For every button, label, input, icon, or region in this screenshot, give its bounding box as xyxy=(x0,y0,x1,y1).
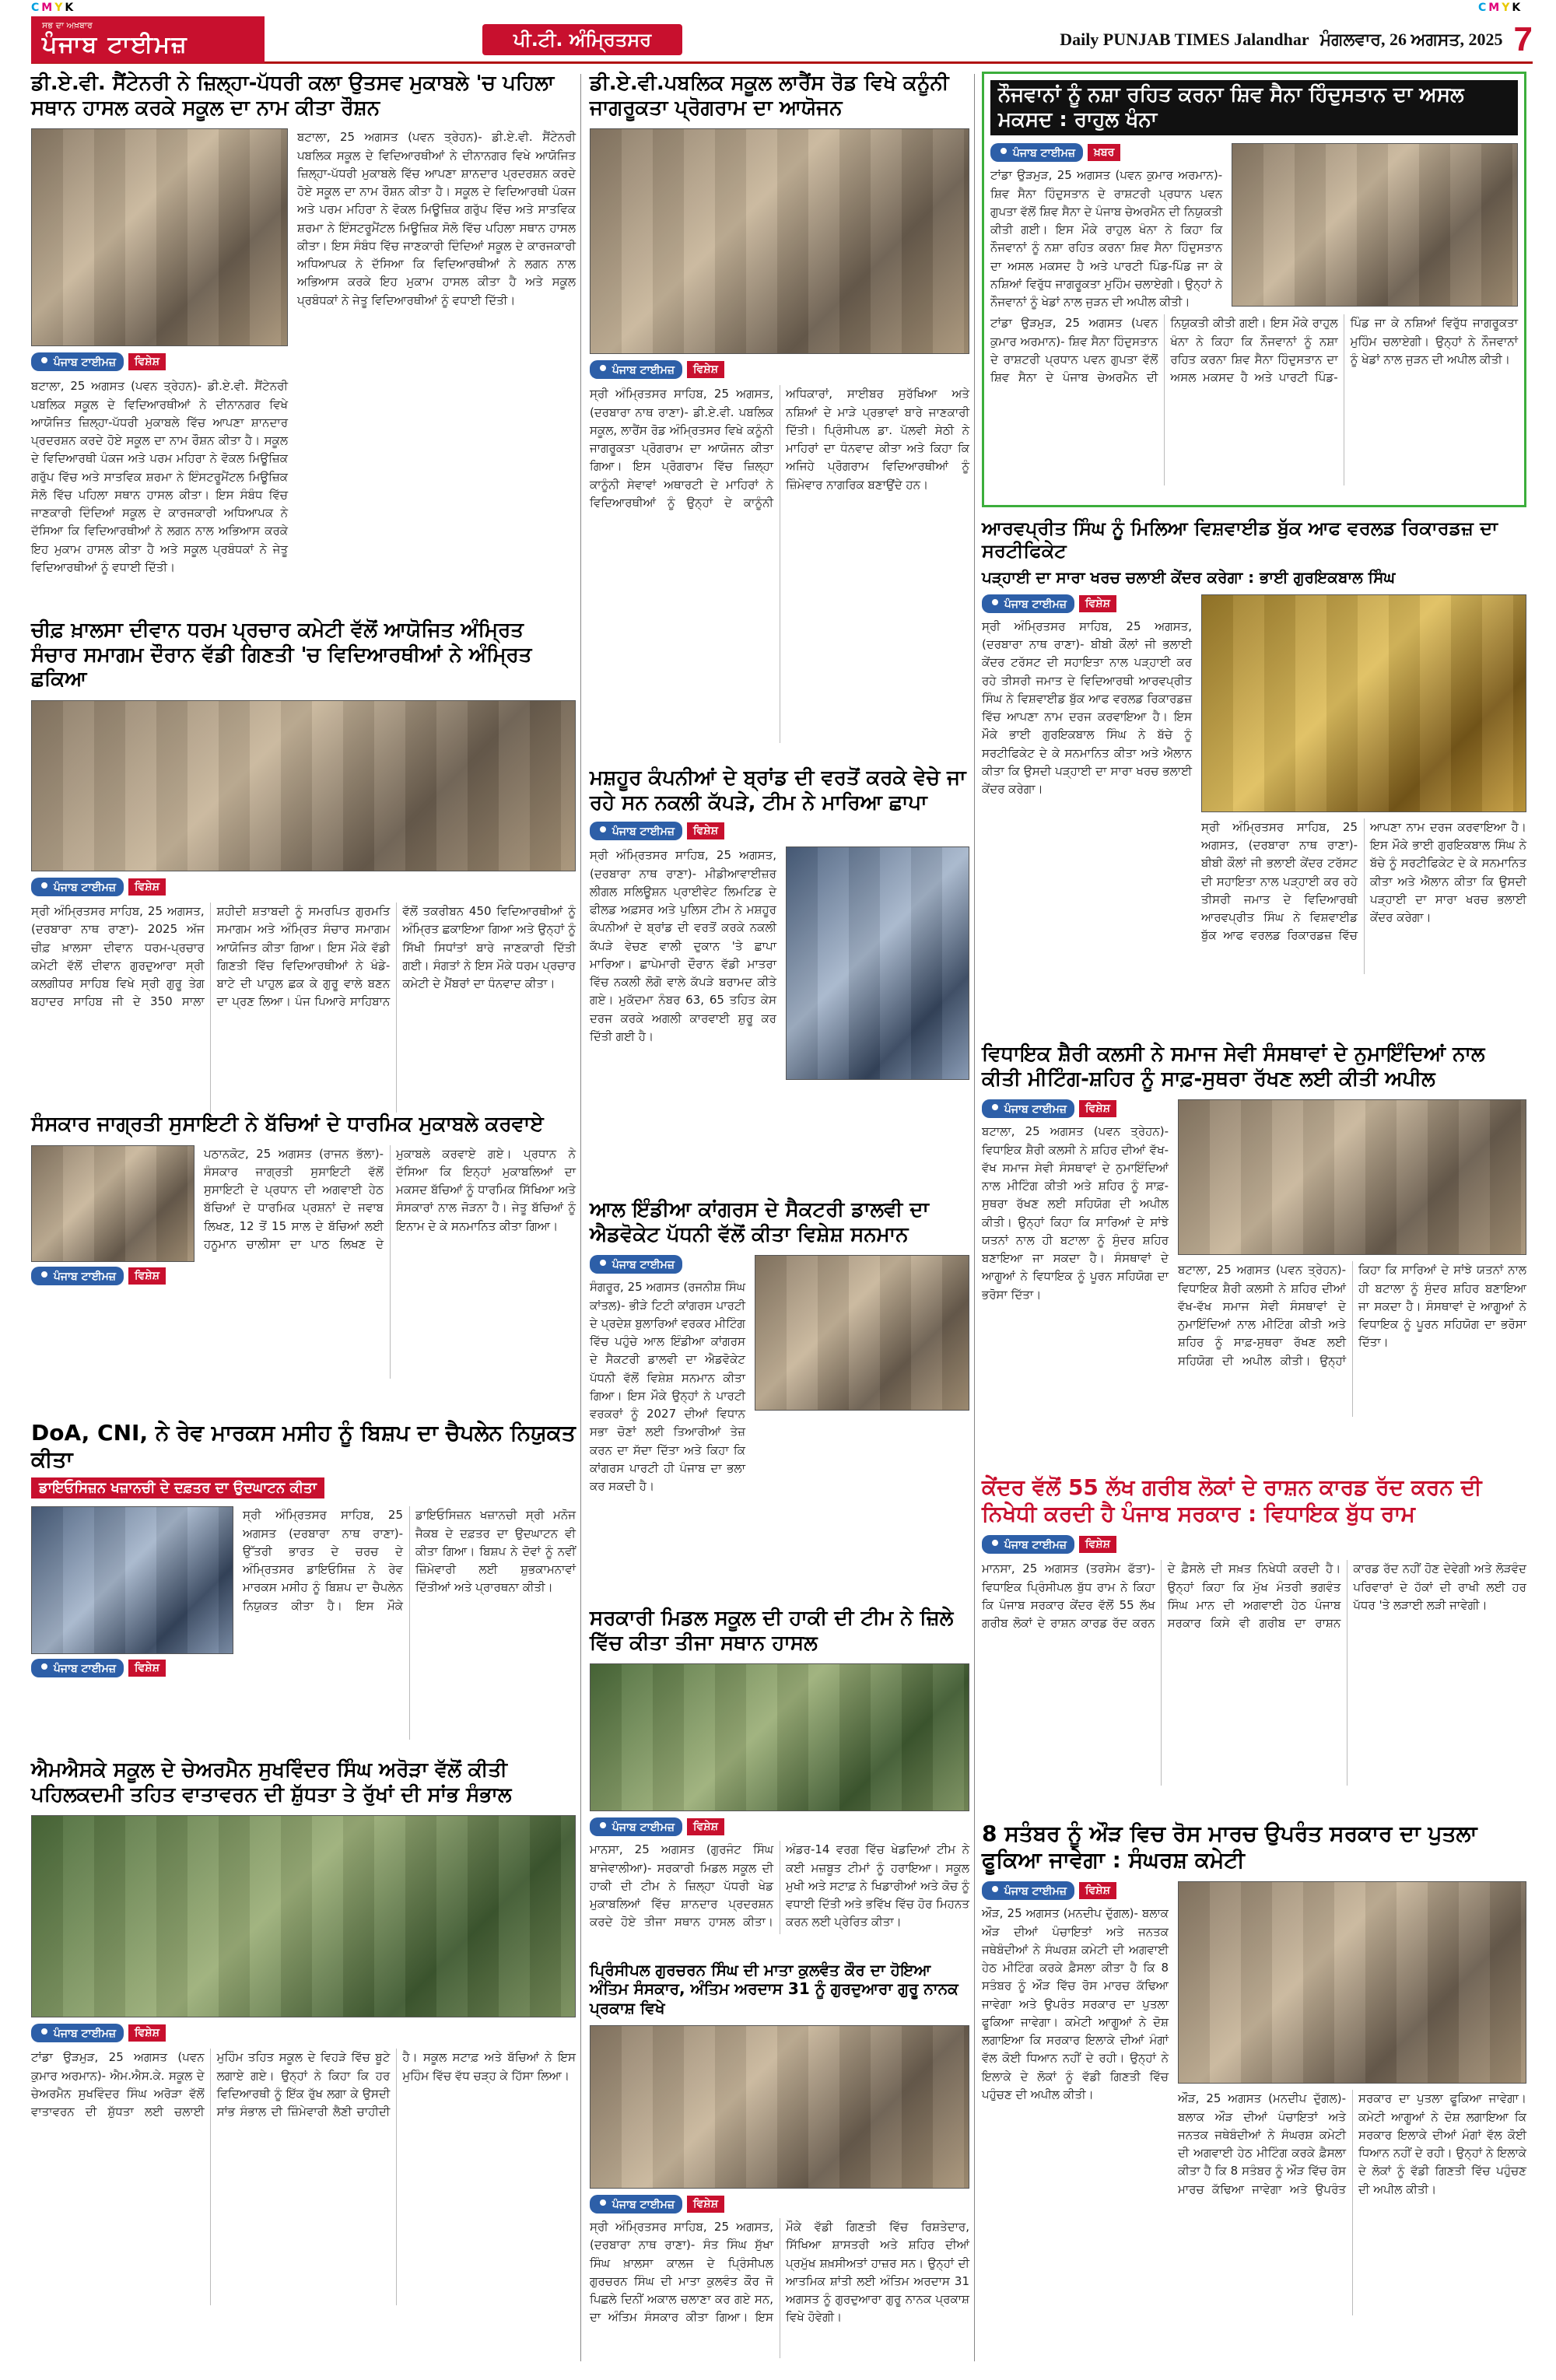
article-body: ਸ੍ਰੀ ਅੰਮ੍ਰਿਤਸਰ ਸਾਹਿਬ, 25 ਅਗਸਤ (ਦਰਬਾਰਾ ਨਾਥ ਰਾਣਾ)- ਉੱਤਰੀ ਭਾਰਤ ਦੇ ਚਰਚ ਦੇ ਅੰਮ੍ਰਿਤਸਰ ਡਾਇਓਸਿਜ਼ ਨੇ ਰੇਵ ਮਾਰਕਸ ਮਸੀਹ ਨੂੰ ਬਿਸ਼ਪ ਦਾ ਚੈਪਲੇਨ ਨਿਯੁਕਤ ਕੀਤਾ ਹੈ। ਇਸ ਮੌਕੇ ਡਾਇਓਸਿਜ਼ਨ ਖਜ਼ਾਨਚੀ ਸ੍ਰੀ ਮਨੋਜ ਜੈਕਬ ਦੇ ਦਫ਼ਤਰ ਦਾ ਉਦਘਾਟਨ ਵੀ ਕੀਤਾ ਗਿਆ। ਬਿਸ਼ਪ ਨੇ ਦੋਵਾਂ ਨੂੰ ਨਵੀਂ ਜ਼ਿੰਮੇਵਾਰੀ ਲਈ ਸ਼ੁਭਕਾਮਨਾਵਾਂ ਦਿੱਤੀਆਂ ਅਤੇ ਪ੍ਰਾਰਥਨਾ ਕੀਤੀ। xyxy=(243,1508,576,1613)
cmyk-y: Y xyxy=(1502,2,1510,14)
brand-icon xyxy=(39,1661,50,1672)
photo-appointment xyxy=(1232,143,1518,307)
cmyk-m: M xyxy=(1488,2,1500,14)
tag-brand xyxy=(982,1881,1074,1900)
photo-tree-plantation xyxy=(31,1815,576,2017)
tag-brand xyxy=(590,822,682,840)
headline: ਪ੍ਰਿੰਸੀਪਲ ਗੁਰਚਰਨ ਸਿੰਘ ਦੀ ਮਾਤਾ ਕੁਲਵੰਤ ਕੌਰ ਦਾ ਹੋਇਆ ਅੰਤਿਮ ਸੰਸਕਾਰ, ਅੰਤਿਮ ਅਰਦਾਸ 31 ਨੂੰ ਗੁਰਦੁਆਰਾ ਗੁਰੂ ਨਾਨਕ ਪ੍ਰਕਾਸ਼ ਵਿਖੇ xyxy=(590,1961,958,2017)
brand-icon xyxy=(598,363,608,373)
tag-brand-text: ਪੰਜਾਬ ਟਾਈਮਜ਼ xyxy=(612,2199,675,2212)
tag-special: ਵਿਸ਼ੇਸ਼ xyxy=(128,353,166,370)
brand-icon xyxy=(990,1884,1001,1895)
article-dav-centenary xyxy=(31,72,576,608)
tag-brand-text: ਪੰਜਾਬ ਟਾਈਮਜ਼ xyxy=(53,1663,116,1676)
cmyk-k: K xyxy=(65,2,74,14)
byline-tag xyxy=(982,1099,1116,1118)
tag-brand xyxy=(31,878,124,896)
article-msk-school xyxy=(31,1758,576,2365)
brand-icon xyxy=(598,1257,608,1268)
headline: ਸਰਕਾਰੀ ਮਿਡਲ ਸਕੂਲ ਦੀ ਹਾਕੀ ਦੀ ਟੀਮ ਨੇ ਜ਼ਿਲੇ ਵਿੱਚ ਕੀਤਾ ਤੀਜਾ ਸਥਾਨ ਹਾਸਲ xyxy=(590,1607,954,1655)
article-body: ਸ੍ਰੀ ਅੰਮ੍ਰਿਤਸਰ ਸਾਹਿਬ, 25 ਅਗਸਤ, (ਦਰਬਾਰਾ ਨਾਥ ਰਾਣਾ)- ਬੀਬੀ ਕੌਲਾਂ ਜੀ ਭਲਾਈ ਕੇਂਦਰ ਟਰੱਸਟ ਦੀ ਸਹਾਇਤਾ ਨਾਲ ਪੜ੍ਹਾਈ ਕਰ ਰਹੇ ਤੀਸਰੀ ਜਮਾਤ ਦੇ ਵਿਦਿਆਰਥੀ ਆਰਵਪ੍ਰੀਤ ਸਿੰਘ ਨੇ ਵਿਸ਼ਵਾਈਡ ਬੁੱਕ ਆਫ ਵਰਲਡ ਰਿਕਾਰਡਜ਼ ਵਿੱਚ ਆਪਣਾ ਨਾਮ ਦਰਜ ਕਰਵਾਇਆ ਹੈ। ਇਸ ਮੌਕੇ ਭਾਈ ਗੁਰਇਕਬਾਲ ਸਿੰਘ ਨੇ ਬੱਚੇ ਨੂੰ ਸਰਟੀਫਿਕੇਟ ਦੇ ਕੇ ਸਨਮਾਨਿਤ ਕੀਤਾ ਅਤੇ ਐਲਾਨ ਕੀਤਾ ਕਿ ਉਸਦੀ ਪੜ੍ਹਾਈ ਦਾ ਸਾਰਾ ਖਰਚ ਭਲਾਈ ਕੇਂਦਰ ਕਰੇਗਾ। xyxy=(982,619,1192,797)
article-brand-raid xyxy=(590,766,969,1186)
article-principal-gurcharan xyxy=(590,1961,969,2365)
cmyk-y: Y xyxy=(54,2,63,14)
article-body: ਸ੍ਰੀ ਅੰਮ੍ਰਿਤਸਰ ਸਾਹਿਬ, 25 ਅਗਸਤ, (ਦਰਬਾਰਾ ਨਾਥ ਰਾਣਾ)- ਮੀਡੀਆਵਾਈਜ਼ਰ ਲੀਗਲ ਸਲਿਊਸ਼ਨ ਪ੍ਰਾਈਵੇਟ ਲਿਮਟਿਡ ਦੇ ਫੀਲਡ ਅਫ਼ਸਰ ਅਤੇ ਪੁਲਿਸ ਟੀਮ ਨੇ ਮਸ਼ਹੂਰ ਕੰਪਨੀਆਂ ਦੇ ਬ੍ਰਾਂਡ ਦੀ ਵਰਤੋਂ ਕਰਕੇ ਨਕਲੀ ਕੱਪੜੇ ਵੇਚਣ ਵਾਲੀ ਦੁਕਾਨ 'ਤੇ ਛਾਪਾ ਮਾਰਿਆ। ਛਾਪੇਮਾਰੀ ਦੌਰਾਨ ਵੱਡੀ ਮਾਤਰਾ ਵਿੱਚ ਨਕਲੀ ਲੋਗੋ ਵਾਲੇ ਕੱਪੜੇ ਬਰਾਮਦ ਕੀਤੇ ਗਏ। ਮੁਕੱਦਮਾ ਨੰਬਰ 63, 65 ਤਹਿਤ ਕੇਸ ਦਰਜ ਕਰਕੇ ਅਗਲੀ ਕਾਰਵਾਈ ਸ਼ੁਰੂ ਕਰ ਦਿੱਤੀ ਗਈ ਹੈ। xyxy=(590,848,776,1043)
cmyk-marks-right xyxy=(1478,2,1523,14)
tag-brand-text: ਪੰਜਾਬ ਟਾਈਮਜ਼ xyxy=(53,882,116,895)
article-dav-public xyxy=(590,72,969,756)
article-body: ਟਾਂਡਾ ਉੜਮੁੜ, 25 ਅਗਸਤ (ਪਵਨ ਕੁਮਾਰ ਅਰਮਾਨ)- ਐਮ.ਐਸ.ਕੇ. ਸਕੂਲ ਦੇ ਚੇਅਰਮੈਨ ਸੁਖਵਿੰਦਰ ਸਿੰਘ ਅਰੋੜਾ ਵੱਲੋਂ ਵਾਤਾਵਰਨ ਦੀ ਸ਼ੁੱਧਤਾ ਲਈ ਚਲਾਈ ਮੁਹਿੰਮ ਤਹਿਤ ਸਕੂਲ ਦੇ ਵਿਹੜੇ ਵਿੱਚ ਬੂਟੇ ਲਗਾਏ ਗਏ। ਉਨ੍ਹਾਂ ਨੇ ਕਿਹਾ ਕਿ ਹਰ ਵਿਦਿਆਰਥੀ ਨੂੰ ਇੱਕ ਰੁੱਖ ਲਗਾ ਕੇ ਉਸਦੀ ਸਾਂਭ ਸੰਭਾਲ ਦੀ ਜ਼ਿੰਮੇਵਾਰੀ ਲੈਣੀ ਚਾਹੀਦੀ ਹੈ। ਸਕੂਲ ਸਟਾਫ਼ ਅਤੇ ਬੱਚਿਆਂ ਨੇ ਇਸ ਮੁਹਿੰਮ ਵਿੱਚ ਵੱਧ ਚੜ੍ਹ ਕੇ ਹਿੱਸਾ ਲਿਆ। xyxy=(31,2050,576,2119)
headline: ਚੀਫ਼ ਖ਼ਾਲਸਾ ਦੀਵਾਨ ਧਰਮ ਪ੍ਰਚਾਰ ਕਮੇਟੀ ਵੱਲੋਂ ਆਯੋਜਿਤ ਅੰਮ੍ਰਿਤ ਸੰਚਾਰ ਸਮਾਗਮ ਦੌਰਾਨ ਵੱਡੀ ਗਿਣਤੀ 'ਚ ਵਿਦਿਆਰਥੀਆਂ ਨੇ ਅੰਮ੍ਰਿਤ ਛਕਿਆ xyxy=(31,619,532,692)
paper-name: Daily PUNJAB TIMES Jalandhar xyxy=(1060,29,1309,49)
brand-icon xyxy=(39,880,50,891)
article-mla-kalsi xyxy=(982,1043,1526,1463)
byline-tag xyxy=(31,1659,166,1677)
article-body-continued: ਬਟਾਲਾ, 25 ਅਗਸਤ (ਪਵਨ ਤ੍ਰੇਹਨ)- ਡੀ.ਏ.ਵੀ. ਸੈਂਟੇਨਰੀ ਪਬਲਿਕ ਸਕੂਲ ਦੇ ਵਿਦਿਆਰਥੀਆਂ ਨੇ ਦੀਨਾਨਗਰ ਵਿਖੇ ਆਯੋਜਿਤ ਜ਼ਿਲ੍ਹਾ-ਪੱਧਰੀ ਮੁਕਾਬਲੇ ਵਿੱਚ ਆਪਣਾ ਸ਼ਾਨਦਾਰ ਪ੍ਰਦਰਸ਼ਨ ਕਰਦੇ ਹੋਏ ਸਕੂਲ ਦਾ ਨਾਮ ਰੌਸ਼ਨ ਕੀਤਾ ਹੈ। ਸਕੂਲ ਦੇ ਵਿਦਿਆਰਥੀ ਪੰਕਜ ਅਤੇ ਪਰਮ ਮਹਿਰਾ ਨੇ ਵੋਕਲ ਮਿਊਜ਼ਿਕ ਗਰੁੱਪ ਵਿੱਚ ਅਤੇ ਸਾਤਵਿਕ ਸ਼ਰਮਾ ਨੇ ਇੰਸਟਰੂਮੈਂਟਲ ਮਿਊਜ਼ਿਕ ਸੋਲੋ ਵਿੱਚ ਪਹਿਲਾ ਸਥਾਨ ਹਾਸਲ ਕੀਤਾ। ਇਸ ਸੰਬੰਧ ਵਿੱਚ ਜਾਣਕਾਰੀ ਦਿੰਦਿਆਂ ਸਕੂਲ ਦੇ ਕਾਰਜਕਾਰੀ ਅਧਿਆਪਕ ਨੇ ਦੱਸਿਆ ਕਿ ਵਿਦਿਆਰਥੀਆਂ ਨੇ ਲਗਨ ਨਾਲ ਅਭਿਆਸ ਕਰਕੇ ਇਹ ਮੁਕਾਮ ਹਾਸਲ ਕੀਤਾ ਹੈ ਅਤੇ ਸਕੂਲ ਪ੍ਰਬੰਧਕਾਂ ਨੇ ਜੇਤੂ ਵਿਦਿਆਰਥੀਆਂ ਨੂੰ ਵਧਾਈ ਦਿੱਤੀ। xyxy=(297,130,576,307)
subheadline: ਪੜ੍ਹਾਈ ਦਾ ਸਾਰਾ ਖਰਚ ਚਲਾਈ ਕੇਂਦਰ ਕਰੇਗਾ : ਭਾਈ ਗੁਰਇਕਬਾਲ ਸਿੰਘ xyxy=(982,567,1396,587)
headline: ਐਮਐਸਕੇ ਸਕੂਲ ਦੇ ਚੇਅਰਮੈਨ ਸੁਖਵਿੰਦਰ ਸਿੰਘ ਅਰੋੜਾ ਵੱਲੋਂ ਕੀਤੀ ਪਹਿਲਕਦਮੀ ਤਹਿਤ ਵਾਤਾਵਰਨ ਦੀ ਸ਼ੁੱਧਤਾ ਤੇ ਰੁੱਖਾਂ ਦੀ ਸਾਂਭ ਸੰਭਾਲ xyxy=(31,1758,512,1807)
byline-tag xyxy=(31,878,166,896)
headline: ਨੌਜਵਾਨਾਂ ਨੂੰ ਨਸ਼ਾ ਰਹਿਤ ਕਰਨਾ ਸ਼ਿਵ ਸੈਨਾ ਹਿੰਦੁਸਤਾਨ ਦਾ ਅਸਲ ਮਕਸਦ : ਰਾਹੁਲ ਖੰਨਾ xyxy=(990,80,1518,135)
tag-brand-text: ਪੰਜਾਬ ਟਾਈਮਜ਼ xyxy=(1004,598,1067,611)
byline-tag xyxy=(31,1267,166,1285)
cmyk-k: K xyxy=(1512,2,1521,14)
issue-date: ਮੰਗਲਵਾਰ, 26 ਅਗਸਤ, 2025 xyxy=(1319,29,1503,49)
article-body: ਸੰਗਰੂਰ, 25 ਅਗਸਤ (ਰਜਨੀਸ਼ ਸਿੰਘ ਕਾਂਤਲ)- ਭੀੜੇ ਟਿਟੀ ਕਾਂਗਰਸ ਪਾਰਟੀ ਦੇ ਪ੍ਰਦੇਸ਼ ਬੁਲਾਰਿਆਂ ਵਰਕਰ ਮੀਟਿੰਗ ਵਿੱਚ ਪਹੁੰਚੇ ਆਲ ਇੰਡੀਆ ਕਾਂਗਰਸ ਦੇ ਸੈਕਟਰੀ ਡਾਲਵੀ ਦਾ ਐਡਵੋਕੇਟ ਪੱਧਨੀ ਵੱਲੋਂ ਵਿਸ਼ੇਸ਼ ਸਨਮਾਨ ਕੀਤਾ ਗਿਆ। ਇਸ ਮੌਕੇ ਉਨ੍ਹਾਂ ਨੇ ਪਾਰਟੀ ਵਰਕਰਾਂ ਨੂੰ 2027 ਦੀਆਂ ਵਿਧਾਨ ਸਭਾ ਚੋਣਾਂ ਲਈ ਤਿਆਰੀਆਂ ਤੇਜ਼ ਕਰਨ ਦਾ ਸੱਦਾ ਦਿੱਤਾ ਅਤੇ ਕਿਹਾ ਕਿ ਕਾਂਗਰਸ ਪਾਰਟੀ ਹੀ ਪੰਜਾਬ ਦਾ ਭਲਾ ਕਰ ਸਕਦੀ ਹੈ। xyxy=(590,1280,745,1494)
tag-brand xyxy=(982,1535,1074,1554)
byline-tag xyxy=(990,143,1120,162)
tag-special: ਵਿਸ਼ੇਸ਼ xyxy=(687,2196,724,2213)
subheadline: ਡਾਇਓਸਿਜ਼ਨ ਖਜ਼ਾਨਚੀ ਦੇ ਦਫ਼ਤਰ ਦਾ ਉਦਘਾਟਨ ਕੀਤਾ xyxy=(31,1477,324,1498)
article-body-continued: ਔੜ, 25 ਅਗਸਤ (ਮਨਦੀਪ ਦੁੱਗਲ)- ਬਲਾਕ ਔੜ ਦੀਆਂ ਪੰਚਾਇਤਾਂ ਅਤੇ ਜਨਤਕ ਜਥੇਬੰਦੀਆਂ ਨੇ ਸੰਘਰਸ਼ ਕਮੇਟੀ ਦੀ ਅਗਵਾਈ ਹੇਠ ਮੀਟਿੰਗ ਕਰਕੇ ਫ਼ੈਸਲਾ ਕੀਤਾ ਹੈ ਕਿ 8 ਸਤੰਬਰ ਨੂੰ ਔੜ ਵਿੱਚ ਰੋਸ ਮਾਰਚ ਕੱਢਿਆ ਜਾਵੇਗਾ ਅਤੇ ਉਪਰੰਤ ਸਰਕਾਰ ਦਾ ਪੁਤਲਾ ਫੂਕਿਆ ਜਾਵੇਗਾ। ਕਮੇਟੀ ਆਗੂਆਂ ਨੇ ਦੋਸ਼ ਲਗਾਇਆ ਕਿ ਸਰਕਾਰ ਇਲਾਕੇ ਦੀਆਂ ਮੰਗਾਂ ਵੱਲ ਕੋਈ ਧਿਆਨ ਨਹੀਂ ਦੇ ਰਹੀ। ਉਨ੍ਹਾਂ ਨੇ ਇਲਾਕੇ ਦੇ ਲੋਕਾਂ ਨੂੰ ਵੱਡੀ ਗਿਣਤੀ ਵਿੱਚ ਪਹੁੰਚਣ ਦੀ ਅਪੀਲ ਕੀਤੀ। xyxy=(1178,2091,1526,2196)
tag-special: ਵਿਸ਼ੇਸ਼ xyxy=(1079,595,1116,612)
photo-students-certificates xyxy=(31,128,288,346)
photo-seized-clothes xyxy=(786,846,969,1080)
byline-tag xyxy=(982,1535,1116,1554)
cmyk-m: M xyxy=(41,2,53,14)
photo-felicitation xyxy=(755,1255,969,1411)
tag-news: ਖ਼ਬਰ xyxy=(1088,144,1120,161)
photo-legal-awareness xyxy=(590,128,969,354)
tag-special: ਵਿਸ਼ੇਸ਼ xyxy=(687,822,724,839)
tag-brand xyxy=(590,1255,682,1274)
article-sanskar xyxy=(31,1113,576,1408)
masthead-center xyxy=(265,24,1060,55)
byline-tag xyxy=(982,594,1116,613)
article-hockey xyxy=(590,1607,969,1949)
tag-brand xyxy=(31,1659,124,1677)
tag-special: ਵਿਸ਼ੇਸ਼ xyxy=(128,878,166,896)
byline-tag xyxy=(982,1881,1116,1900)
brand-icon xyxy=(990,1102,1001,1113)
article-body: ਸ੍ਰੀ ਅੰਮ੍ਰਿਤਸਰ ਸਾਹਿਬ, 25 ਅਗਸਤ, (ਦਰਬਾਰਾ ਨਾਥ ਰਾਣਾ)- ਡੀ.ਏ.ਵੀ. ਪਬਲਿਕ ਸਕੂਲ, ਲਾਰੈਂਸ ਰੋਡ ਅੰਮ੍ਰਿਤਸਰ ਵਿਖੇ ਕਨੂੰਨੀ ਜਾਗਰੂਕਤਾ ਪ੍ਰੋਗਰਾਮ ਦਾ ਆਯੋਜਨ ਕੀਤਾ ਗਿਆ। ਇਸ ਪ੍ਰੋਗਰਾਮ ਵਿੱਚ ਜ਼ਿਲ੍ਹਾ ਕਾਨੂੰਨੀ ਸੇਵਾਵਾਂ ਅਥਾਰਟੀ ਦੇ ਮਾਹਿਰਾਂ ਨੇ ਵਿਦਿਆਰਥੀਆਂ ਨੂੰ ਉਨ੍ਹਾਂ ਦੇ ਕਾਨੂੰਨੀ ਅਧਿਕਾਰਾਂ, ਸਾਈਬਰ ਸੁਰੱਖਿਆ ਅਤੇ ਨਸ਼ਿਆਂ ਦੇ ਮਾੜੇ ਪ੍ਰਭਾਵਾਂ ਬਾਰੇ ਜਾਣਕਾਰੀ ਦਿੱਤੀ। ਪ੍ਰਿੰਸੀਪਲ ਡਾ. ਪੱਲਵੀ ਸੇਠੀ ਨੇ ਮਾਹਿਰਾਂ ਦਾ ਧੰਨਵਾਦ ਕੀਤਾ ਅਤੇ ਕਿਹਾ ਕਿ ਅਜਿਹੇ ਪ੍ਰੋਗਰਾਮ ਵਿਦਿਆਰਥੀਆਂ ਨੂੰ ਜ਼ਿੰਮੇਵਾਰ ਨਾਗਰਿਕ ਬਣਾਉਂਦੇ ਹਨ। xyxy=(590,387,969,510)
photo-amrit-ceremony xyxy=(31,700,576,871)
brand-icon xyxy=(598,824,608,835)
byline-tag xyxy=(31,352,166,371)
article-body: ਔੜ, 25 ਅਗਸਤ (ਮਨਦੀਪ ਦੁੱਗਲ)- ਬਲਾਕ ਔੜ ਦੀਆਂ ਪੰਚਾਇਤਾਂ ਅਤੇ ਜਨਤਕ ਜਥੇਬੰਦੀਆਂ ਨੇ ਸੰਘਰਸ਼ ਕਮੇਟੀ ਦੀ ਅਗਵਾਈ ਹੇਠ ਮੀਟਿੰਗ ਕਰਕੇ ਫ਼ੈਸਲਾ ਕੀਤਾ ਹੈ ਕਿ 8 ਸਤੰਬਰ ਨੂੰ ਔੜ ਵਿੱਚ ਰੋਸ ਮਾਰਚ ਕੱਢਿਆ ਜਾਵੇਗਾ ਅਤੇ ਉਪਰੰਤ ਸਰਕਾਰ ਦਾ ਪੁਤਲਾ ਫੂਕਿਆ ਜਾਵੇਗਾ। ਕਮੇਟੀ ਆਗੂਆਂ ਨੇ ਦੋਸ਼ ਲਗਾਇਆ ਕਿ ਸਰਕਾਰ ਇਲਾਕੇ ਦੀਆਂ ਮੰਗਾਂ ਵੱਲ ਕੋਈ ਧਿਆਨ ਨਹੀਂ ਦੇ ਰਹੀ। ਉਨ੍ਹਾਂ ਨੇ ਇਲਾਕੇ ਦੇ ਲੋਕਾਂ ਨੂੰ ਵੱਡੀ ਗਿਣਤੀ ਵਿੱਚ ਪਹੁੰਚਣ ਦੀ ਅਪੀਲ ਕੀਤੀ। xyxy=(982,1906,1169,2101)
tag-brand-text: ਪੰਜਾਬ ਟਾਈਮਜ਼ xyxy=(1004,1103,1067,1116)
brand-icon xyxy=(598,2197,608,2208)
headline: ਡੀ.ਏ.ਵੀ. ਸੈਂਟੇਨਰੀ ਨੇ ਜ਼ਿਲ੍ਹਾ-ਪੱਧਰੀ ਕਲਾ ਉਤਸਵ ਮੁਕਾਬਲੇ 'ਚ ਪਹਿਲਾ ਸਥਾਨ ਹਾਸਲ ਕਰਕੇ ਸਕੂਲ ਦਾ ਨਾਮ ਕੀਤਾ ਰੌਸ਼ਨ xyxy=(31,72,555,120)
tag-brand-text: ਪੰਜਾਬ ਟਾਈਮਜ਼ xyxy=(612,1259,675,1272)
byline-tag xyxy=(590,360,724,379)
brand-icon xyxy=(998,145,1009,156)
tag-brand-text: ਪੰਜਾਬ ਟਾਈਮਜ਼ xyxy=(53,1270,116,1283)
article-doa-cni xyxy=(31,1420,576,1747)
logo-tagline: ਸਭ ਦਾ ਅਖ਼ਬਾਰ xyxy=(42,20,93,30)
article-worldwide-record xyxy=(982,517,1526,1031)
byline-tag xyxy=(590,2195,724,2214)
masthead-right xyxy=(1060,20,1533,59)
article-body: ਮਾਨਸਾ, 25 ਅਗਸਤ (ਤਰਸੇਮ ਫੱਤਾ)- ਵਿਧਾਇਕ ਪ੍ਰਿੰਸੀਪਲ ਬੁੱਧ ਰਾਮ ਨੇ ਕਿਹਾ ਕਿ ਪੰਜਾਬ ਸਰਕਾਰ ਕੇਂਦਰ ਵੱਲੋਂ 55 ਲੱਖ ਗਰੀਬ ਲੋਕਾਂ ਦੇ ਰਾਸ਼ਨ ਕਾਰਡ ਰੱਦ ਕਰਨ ਦੇ ਫ਼ੈਸਲੇ ਦੀ ਸਖ਼ਤ ਨਿਖੇਧੀ ਕਰਦੀ ਹੈ। ਉਨ੍ਹਾਂ ਕਿਹਾ ਕਿ ਮੁੱਖ ਮੰਤਰੀ ਭਗਵੰਤ ਸਿੰਘ ਮਾਨ ਦੀ ਅਗਵਾਈ ਹੇਠ ਪੰਜਾਬ ਸਰਕਾਰ ਕਿਸੇ ਵੀ ਗਰੀਬ ਦਾ ਰਾਸ਼ਨ ਕਾਰਡ ਰੱਦ ਨਹੀਂ ਹੋਣ ਦੇਵੇਗੀ ਅਤੇ ਲੋੜਵੰਦ ਪਰਿਵਾਰਾਂ ਦੇ ਹੱਕਾਂ ਦੀ ਰਾਖੀ ਲਈ ਹਰ ਪੱਧਰ 'ਤੇ ਲੜਾਈ ਲੜੀ ਜਾਵੇਗੀ। xyxy=(982,1562,1526,1631)
tag-brand-text: ਪੰਜਾਬ ਟਾਈਮਜ਼ xyxy=(612,825,675,839)
tag-brand xyxy=(31,2024,124,2042)
tag-brand xyxy=(590,360,682,379)
tag-brand-text: ਪੰਜਾਬ ਟਾਈਮਜ਼ xyxy=(612,364,675,377)
tag-brand xyxy=(982,594,1074,613)
article-body: ਸ੍ਰੀ ਅੰਮ੍ਰਿਤਸਰ ਸਾਹਿਬ, 25 ਅਗਸਤ, (ਦਰਬਾਰਾ ਨਾਥ ਰਾਣਾ)- 2025 ਅੱਜ ਚੀਫ਼ ਖ਼ਾਲਸਾ ਦੀਵਾਨ ਧਰਮ-ਪ੍ਰਚਾਰ ਕਮੇਟੀ ਵੱਲੋਂ ਦੀਵਾਨ ਗੁਰਦੁਆਰਾ ਸ੍ਰੀ ਕਲਗੀਧਰ ਸਾਹਿਬ ਵਿਖੇ ਸ੍ਰੀ ਗੁਰੂ ਤੇਗ ਬਹਾਦਰ ਸਾਹਿਬ ਜੀ ਦੇ 350 ਸਾਲਾ ਸ਼ਹੀਦੀ ਸ਼ਤਾਬਦੀ ਨੂੰ ਸਮਰਪਿਤ ਗੁਰਮਤਿ ਸਮਾਗਮ ਅਤੇ ਅੰਮ੍ਰਿਤ ਸੰਚਾਰ ਸਮਾਗਮ ਆਯੋਜਿਤ ਕੀਤਾ ਗਿਆ। ਇਸ ਮੌਕੇ ਵੱਡੀ ਗਿਣਤੀ ਵਿੱਚ ਵਿਦਿਆਰਥੀਆਂ ਨੇ ਖੰਡੇ-ਬਾਟੇ ਦੀ ਪਾਹੁਲ ਛਕ ਕੇ ਗੁਰੂ ਵਾਲੇ ਬਣਨ ਦਾ ਪ੍ਰਣ ਲਿਆ। ਪੰਜ ਪਿਆਰੇ ਸਾਹਿਬਾਨ ਵੱਲੋਂ ਤਕਰੀਬਨ 450 ਵਿਦਿਆਰਥੀਆਂ ਨੂੰ ਅੰਮ੍ਰਿਤ ਛਕਾਇਆ ਗਿਆ ਅਤੇ ਉਨ੍ਹਾਂ ਨੂੰ ਸਿੱਖੀ ਸਿਧਾਂਤਾਂ ਬਾਰੇ ਜਾਣਕਾਰੀ ਦਿੱਤੀ ਗਈ। ਸੰਗਤਾਂ ਨੇ ਇਸ ਮੌਕੇ ਧਰਮ ਪ੍ਰਚਾਰ ਕਮੇਟੀ ਦੇ ਮੈਂਬਰਾਂ ਦਾ ਧੰਨਵਾਦ ਕੀਤਾ। xyxy=(31,904,576,1009)
byline-tag xyxy=(590,1817,724,1836)
article-body: ਬਟਾਲਾ, 25 ਅਗਸਤ (ਪਵਨ ਤ੍ਰੇਹਨ)- ਡੀ.ਏ.ਵੀ. ਸੈਂਟੇਨਰੀ ਪਬਲਿਕ ਸਕੂਲ ਦੇ ਵਿਦਿਆਰਥੀਆਂ ਨੇ ਦੀਨਾਨਗਰ ਵਿਖੇ ਆਯੋਜਿਤ ਜ਼ਿਲ੍ਹਾ-ਪੱਧਰੀ ਮੁਕਾਬਲੇ ਵਿੱਚ ਆਪਣਾ ਸ਼ਾਨਦਾਰ ਪ੍ਰਦਰਸ਼ਨ ਕਰਦੇ ਹੋਏ ਸਕੂਲ ਦਾ ਨਾਮ ਰੌਸ਼ਨ ਕੀਤਾ ਹੈ। ਸਕੂਲ ਦੇ ਵਿਦਿਆਰਥੀ ਪੰਕਜ ਅਤੇ ਪਰਮ ਮਹਿਰਾ ਨੇ ਵੋਕਲ ਮਿਊਜ਼ਿਕ ਗਰੁੱਪ ਵਿੱਚ ਅਤੇ ਸਾਤਵਿਕ ਸ਼ਰਮਾ ਨੇ ਇੰਸਟਰੂਮੈਂਟਲ ਮਿਊਜ਼ਿਕ ਸੋਲੋ ਵਿੱਚ ਪਹਿਲਾ ਸਥਾਨ ਹਾਸਲ ਕੀਤਾ। ਇਸ ਸੰਬੰਧ ਵਿੱਚ ਜਾਣਕਾਰੀ ਦਿੰਦਿਆਂ ਸਕੂਲ ਦੇ ਕਾਰਜਕਾਰੀ ਅਧਿਆਪਕ ਨੇ ਦੱਸਿਆ ਕਿ ਵਿਦਿਆਰਥੀਆਂ ਨੇ ਲਗਨ ਨਾਲ ਅਭਿਆਸ ਕਰਕੇ ਇਹ ਮੁਕਾਮ ਹਾਸਲ ਕੀਤਾ ਹੈ ਅਤੇ ਸਕੂਲ ਪ੍ਰਬੰਧਕਾਂ ਨੇ ਜੇਤੂ ਵਿਦਿਆਰਥੀਆਂ ਨੂੰ ਵਧਾਈ ਦਿੱਤੀ। xyxy=(31,379,288,574)
tag-brand-text: ਪੰਜਾਬ ਟਾਈਮਜ਼ xyxy=(53,2028,116,2041)
brand-icon xyxy=(598,1820,608,1831)
headline: ਮਸ਼ਹੂਰ ਕੰਪਨੀਆਂ ਦੇ ਬ੍ਰਾਂਡ ਦੀ ਵਰਤੋਂ ਕਰਕੇ ਵੇਚੇ ਜਾ ਰਹੇ ਸਨ ਨਕਲੀ ਕੱਪੜੇ, ਟੀਮ ਨੇ ਮਾਰਿਆ ਛਾਪਾ xyxy=(590,766,966,815)
byline-tag xyxy=(590,822,724,840)
tag-brand-text: ਪੰਜਾਬ ਟਾਈਮਜ਼ xyxy=(1004,1539,1067,1552)
column-rule xyxy=(580,74,581,2361)
brand-icon xyxy=(39,355,50,366)
tag-brand xyxy=(590,1817,682,1836)
photo-meeting xyxy=(1178,1099,1526,1255)
article-body: ਟਾਂਡਾ ਉੜਮੁੜ, 25 ਅਗਸਤ (ਪਵਨ ਕੁਮਾਰ ਅਰਮਾਨ)- ਸ਼ਿਵ ਸੈਨਾ ਹਿੰਦੁਸਤਾਨ ਦੇ ਰਾਸ਼ਟਰੀ ਪ੍ਰਧਾਨ ਪਵਨ ਗੁਪਤਾ ਵੱਲੋਂ ਸ਼ਿਵ ਸੈਨਾ ਦੇ ਪੰਜਾਬ ਚੇਅਰਮੈਨ ਦੀ ਨਿਯੁਕਤੀ ਕੀਤੀ ਗਈ। ਇਸ ਮੌਕੇ ਰਾਹੁਲ ਖੰਨਾ ਨੇ ਕਿਹਾ ਕਿ ਨੌਜਵਾਨਾਂ ਨੂੰ ਨਸ਼ਾ ਰਹਿਤ ਕਰਨਾ ਸ਼ਿਵ ਸੈਨਾ ਹਿੰਦੁਸਤਾਨ ਦਾ ਅਸਲ ਮਕਸਦ ਹੈ ਅਤੇ ਪਾਰਟੀ ਪਿੰਡ-ਪਿੰਡ ਜਾ ਕੇ ਨਸ਼ਿਆਂ ਵਿਰੁੱਧ ਜਾਗਰੂਕਤਾ ਮੁਹਿੰਮ ਚਲਾਏਗੀ। ਉਨ੍ਹਾਂ ਨੇ ਨੌਜਵਾਨਾਂ ਨੂੰ ਖੇਡਾਂ ਨਾਲ ਜੁੜਨ ਦੀ ਅਪੀਲ ਕੀਤੀ। xyxy=(990,168,1223,310)
article-sangharsh xyxy=(982,1821,1526,2365)
headline: ਆਲ ਇੰਡੀਆ ਕਾਂਗਰਸ ਦੇ ਸੈਕਟਰੀ ਡਾਲਵੀ ਦਾ ਐਡਵੋਕੇਟ ਪੱਧਨੀ ਵੱਲੋਂ ਕੀਤਾ ਵਿਸ਼ੇਸ਼ ਸਨਮਾਨ xyxy=(590,1198,929,1246)
edition-city: ਪੀ.ਟੀ. ਅੰਮ੍ਰਿਤਸਰ xyxy=(482,24,682,55)
tag-brand-text: ਪੰਜਾਬ ਟਾਈਮਜ਼ xyxy=(1012,147,1075,160)
headline: ਆਰਵਪ੍ਰੀਤ ਸਿੰਘ ਨੂੰ ਮਿਲਿਆ ਵਿਸ਼ਵਾਈਡ ਬੁੱਕ ਆਫ ਵਰਲਡ ਰਿਕਾਰਡਜ਼ ਦਾ ਸਰਟੀਫਿਕੇਟ xyxy=(982,517,1498,563)
cmyk-c: C xyxy=(1478,2,1487,14)
brand-icon xyxy=(39,1269,50,1280)
tag-brand xyxy=(990,143,1083,162)
tag-special: ਵਿਸ਼ੇਸ਼ xyxy=(128,1660,166,1677)
headline: ਵਿਧਾਇਕ ਸ਼ੈਰੀ ਕਲਸੀ ਨੇ ਸਮਾਜ ਸੇਵੀ ਸੰਸਥਾਵਾਂ ਦੇ ਨੁਮਾਇੰਦਿਆਂ ਨਾਲ ਕੀਤੀ ਮੀਟਿੰਗ-ਸ਼ਹਿਰ ਨੂੰ ਸਾਫ਼-ਸੁਥਰਾ ਰੱਖਣ ਲਈ ਕੀਤੀ ਅਪੀਲ xyxy=(982,1043,1485,1091)
tag-brand-text: ਪੰਜਾਬ ਟਾਈਮਜ਼ xyxy=(53,356,116,370)
tag-brand-text: ਪੰਜਾਬ ਟਾਈਮਜ਼ xyxy=(1004,1885,1067,1898)
article-shiv-sena xyxy=(982,72,1526,507)
logo-title: ਪੰਜਾਬ ਟਾਈਮਜ਼ xyxy=(42,31,188,58)
headline: ਡੀ.ਏ.ਵੀ.ਪਬਲਿਕ ਸਕੂਲ ਲਾਰੈਂਸ ਰੋਡ ਵਿਖੇ ਕਨੂੰਨੀ ਜਾਗਰੂਕਤਾ ਪ੍ਰੋਗਰਾਮ ਦਾ ਆਯੋਜਨ xyxy=(590,72,949,120)
article-body: ਸ੍ਰੀ ਅੰਮ੍ਰਿਤਸਰ ਸਾਹਿਬ, 25 ਅਗਸਤ, (ਦਰਬਾਰਾ ਨਾਥ ਰਾਣਾ)- ਸੰਤ ਸਿੰਘ ਸੁੱਖਾ ਸਿੰਘ ਖ਼ਾਲਸਾ ਕਾਲਜ ਦੇ ਪ੍ਰਿੰਸੀਪਲ ਗੁਰਚਰਨ ਸਿੰਘ ਦੀ ਮਾਤਾ ਕੁਲਵੰਤ ਕੌਰ ਜੋ ਪਿਛਲੇ ਦਿਨੀਂ ਅਕਾਲ ਚਲਾਣਾ ਕਰ ਗਏ ਸਨ, ਦਾ ਅੰਤਿਮ ਸੰਸਕਾਰ ਕੀਤਾ ਗਿਆ। ਇਸ ਮੌਕੇ ਵੱਡੀ ਗਿਣਤੀ ਵਿੱਚ ਰਿਸ਼ਤੇਦਾਰ, ਸਿੱਖਿਆ ਸ਼ਾਸਤਰੀ ਅਤੇ ਸ਼ਹਿਰ ਦੀਆਂ ਪ੍ਰਮੁੱਖ ਸ਼ਖ਼ਸੀਅਤਾਂ ਹਾਜ਼ਰ ਸਨ। ਉਨ੍ਹਾਂ ਦੀ ਆਤਮਿਕ ਸ਼ਾਂਤੀ ਲਈ ਅੰਤਿਮ ਅਰਦਾਸ 31 ਅਗਸਤ ਨੂੰ ਗੁਰਦੁਆਰਾ ਗੁਰੂ ਨਾਨਕ ਪ੍ਰਕਾਸ਼ ਵਿਖੇ ਹੋਵੇਗੀ। xyxy=(590,2220,969,2325)
headline: ਸੰਸਕਾਰ ਜਾਗ੍ਰਤੀ ਸੁਸਾਇਟੀ ਨੇ ਬੱਚਿਆਂ ਦੇ ਧਾਰਮਿਕ ਮੁਕਾਬਲੇ ਕਰਵਾਏ xyxy=(31,1113,544,1136)
tag-special: ਵਿਸ਼ੇਸ਼ xyxy=(687,361,724,378)
tag-special: ਵਿਸ਼ੇਸ਼ xyxy=(128,1267,166,1285)
article-body: ਬਟਾਲਾ, 25 ਅਗਸਤ (ਪਵਨ ਤ੍ਰੇਹਨ)- ਵਿਧਾਇਕ ਸ਼ੈਰੀ ਕਲਸੀ ਨੇ ਸ਼ਹਿਰ ਦੀਆਂ ਵੱਖ-ਵੱਖ ਸਮਾਜ ਸੇਵੀ ਸੰਸਥਾਵਾਂ ਦੇ ਨੁਮਾਇੰਦਿਆਂ ਨਾਲ ਮੀਟਿੰਗ ਕੀਤੀ ਅਤੇ ਸ਼ਹਿਰ ਨੂੰ ਸਾਫ਼-ਸੁਥਰਾ ਰੱਖਣ ਲਈ ਸਹਿਯੋਗ ਦੀ ਅਪੀਲ ਕੀਤੀ। ਉਨ੍ਹਾਂ ਕਿਹਾ ਕਿ ਸਾਰਿਆਂ ਦੇ ਸਾਂਝੇ ਯਤਨਾਂ ਨਾਲ ਹੀ ਬਟਾਲਾ ਨੂੰ ਸੁੰਦਰ ਸ਼ਹਿਰ ਬਣਾਇਆ ਜਾ ਸਕਦਾ ਹੈ। ਸੰਸਥਾਵਾਂ ਦੇ ਆਗੂਆਂ ਨੇ ਵਿਧਾਇਕ ਨੂੰ ਪੂਰਨ ਸਹਿਯੋਗ ਦਾ ਭਰੋਸਾ ਦਿੱਤਾ। xyxy=(982,1124,1169,1302)
cmyk-marks-left xyxy=(31,2,75,14)
photo-hockey-team xyxy=(590,1663,969,1811)
article-ration-cards xyxy=(982,1474,1526,1809)
photo-children-competition xyxy=(31,1145,194,1262)
article-body-continued: ਬਟਾਲਾ, 25 ਅਗਸਤ (ਪਵਨ ਤ੍ਰੇਹਨ)- ਵਿਧਾਇਕ ਸ਼ੈਰੀ ਕਲਸੀ ਨੇ ਸ਼ਹਿਰ ਦੀਆਂ ਵੱਖ-ਵੱਖ ਸਮਾਜ ਸੇਵੀ ਸੰਸਥਾਵਾਂ ਦੇ ਨੁਮਾਇੰਦਿਆਂ ਨਾਲ ਮੀਟਿੰਗ ਕੀਤੀ ਅਤੇ ਸ਼ਹਿਰ ਨੂੰ ਸਾਫ਼-ਸੁਥਰਾ ਰੱਖਣ ਲਈ ਸਹਿਯੋਗ ਦੀ ਅਪੀਲ ਕੀਤੀ। ਉਨ੍ਹਾਂ ਕਿਹਾ ਕਿ ਸਾਰਿਆਂ ਦੇ ਸਾਂਝੇ ਯਤਨਾਂ ਨਾਲ ਹੀ ਬਟਾਲਾ ਨੂੰ ਸੁੰਦਰ ਸ਼ਹਿਰ ਬਣਾਇਆ ਜਾ ਸਕਦਾ ਹੈ। ਸੰਸਥਾਵਾਂ ਦੇ ਆਗੂਆਂ ਨੇ ਵਿਧਾਇਕ ਨੂੰ ਪੂਰਨ ਸਹਿਯੋਗ ਦਾ ਭਰੋਸਾ ਦਿੱਤਾ। xyxy=(1178,1263,1526,1368)
headline: ਕੇਂਦਰ ਵੱਲੋਂ 55 ਲੱਖ ਗਰੀਬ ਲੋਕਾਂ ਦੇ ਰਾਸ਼ਨ ਕਾਰਡ ਰੱਦ ਕਰਨ ਦੀ ਨਿਖੇਧੀ ਕਰਦੀ ਹੈ ਪੰਜਾਬ ਸਰਕਾਰ : ਵਿਧਾਇਕ ਬੁੱਧ ਰਾਮ xyxy=(982,1474,1482,1527)
article-congress-secretary xyxy=(590,1198,969,1595)
photo-funeral xyxy=(590,2025,969,2189)
headline: DoA, CNI, ਨੇ ਰੇਵ ਮਾਰਕਸ ਮਸੀਹ ਨੂੰ ਬਿਸ਼ਪ ਦਾ ਚੈਪਲੇਨ ਨਿਯੁਕਤ ਕੀਤਾ xyxy=(31,1420,576,1473)
photo-certificate-ceremony xyxy=(1201,594,1526,812)
article-body: ਪਠਾਨਕੋਟ, 25 ਅਗਸਤ (ਰਾਜਨ ਭੱਲਾ)- ਸੰਸਕਾਰ ਜਾਗ੍ਰਤੀ ਸੁਸਾਇਟੀ ਵੱਲੋਂ ਸੁਸਾਇਟੀ ਦੇ ਪ੍ਰਧਾਨ ਦੀ ਅਗਵਾਈ ਹੇਠ ਬੱਚਿਆਂ ਦੇ ਧਾਰਮਿਕ ਪ੍ਰਸ਼ਨਾਂ ਦੇ ਜਵਾਬ ਲਿਖਣ, 12 ਤੋਂ 15 ਸਾਲ ਦੇ ਬੱਚਿਆਂ ਲਈ ਹਨੂਮਾਨ ਚਾਲੀਸਾ ਦਾ ਪਾਠ ਲਿਖਣ ਦੇ ਮੁਕਾਬਲੇ ਕਰਵਾਏ ਗਏ। ਪ੍ਰਧਾਨ ਨੇ ਦੱਸਿਆ ਕਿ ਇਨ੍ਹਾਂ ਮੁਕਾਬਲਿਆਂ ਦਾ ਮਕਸਦ ਬੱਚਿਆਂ ਨੂੰ ਧਾਰਮਿਕ ਸਿੱਖਿਆ ਅਤੇ ਸੰਸਕਾਰਾਂ ਨਾਲ ਜੋੜਨਾ ਹੈ। ਜੇਤੂ ਬੱਚਿਆਂ ਨੂੰ ਇਨਾਮ ਦੇ ਕੇ ਸਨਮਾਨਿਤ ਕੀਤਾ ਗਿਆ। xyxy=(204,1146,576,1251)
tag-special: ਵਿਸ਼ੇਸ਼ xyxy=(128,2024,166,2042)
page-number: 7 xyxy=(1513,19,1533,58)
tag-brand xyxy=(31,352,124,371)
tag-special: ਵਿਸ਼ੇਸ਼ xyxy=(687,1818,724,1835)
tag-brand xyxy=(590,2195,682,2214)
photo-bishop-office xyxy=(31,1506,233,1654)
article-body-continued: ਟਾਂਡਾ ਉੜਮੁੜ, 25 ਅਗਸਤ (ਪਵਨ ਕੁਮਾਰ ਅਰਮਾਨ)- ਸ਼ਿਵ ਸੈਨਾ ਹਿੰਦੁਸਤਾਨ ਦੇ ਰਾਸ਼ਟਰੀ ਪ੍ਰਧਾਨ ਪਵਨ ਗੁਪਤਾ ਵੱਲੋਂ ਸ਼ਿਵ ਸੈਨਾ ਦੇ ਪੰਜਾਬ ਚੇਅਰਮੈਨ ਦੀ ਨਿਯੁਕਤੀ ਕੀਤੀ ਗਈ। ਇਸ ਮੌਕੇ ਰਾਹੁਲ ਖੰਨਾ ਨੇ ਕਿਹਾ ਕਿ ਨੌਜਵਾਨਾਂ ਨੂੰ ਨਸ਼ਾ ਰਹਿਤ ਕਰਨਾ ਸ਼ਿਵ ਸੈਨਾ ਹਿੰਦੁਸਤਾਨ ਦਾ ਅਸਲ ਮਕਸਦ ਹੈ ਅਤੇ ਪਾਰਟੀ ਪਿੰਡ-ਪਿੰਡ ਜਾ ਕੇ ਨਸ਼ਿਆਂ ਵਿਰੁੱਧ ਜਾਗਰੂਕਤਾ ਮੁਹਿੰਮ ਚਲਾਏਗੀ। ਉਨ੍ਹਾਂ ਨੇ ਨੌਜਵਾਨਾਂ ਨੂੰ ਖੇਡਾਂ ਨਾਲ ਜੁੜਨ ਦੀ ਅਪੀਲ ਕੀਤੀ। xyxy=(990,316,1518,385)
cmyk-c: C xyxy=(31,2,40,14)
newspaper-logo xyxy=(31,16,265,63)
article-chief-khalsa xyxy=(31,619,576,1101)
masthead xyxy=(31,17,1533,64)
headline: 8 ਸਤੰਬਰ ਨੂੰ ਔੜ ਵਿਚ ਰੋਸ ਮਾਰਚ ਉਪਰੰਤ ਸਰਕਾਰ ਦਾ ਪੁਤਲਾ ਫੂਕਿਆ ਜਾਵੇਗਾ : ਸੰਘਰਸ਼ ਕਮੇਟੀ xyxy=(982,1821,1477,1874)
tag-special: ਵਿਸ਼ੇਸ਼ xyxy=(1079,1536,1116,1553)
brand-icon xyxy=(990,1537,1001,1548)
tag-brand xyxy=(982,1099,1074,1118)
column-rule xyxy=(974,74,975,2361)
tag-special: ਵਿਸ਼ੇਸ਼ xyxy=(1079,1100,1116,1117)
tag-special: ਵਿਸ਼ੇਸ਼ xyxy=(1079,1882,1116,1899)
byline-tag xyxy=(590,1255,682,1274)
brand-icon xyxy=(39,2026,50,2037)
brand-icon xyxy=(990,597,1001,608)
photo-committee-meeting xyxy=(1178,1881,1526,2084)
tag-brand-text: ਪੰਜਾਬ ਟਾਈਮਜ਼ xyxy=(612,1821,675,1835)
article-body-continued: ਸ੍ਰੀ ਅੰਮ੍ਰਿਤਸਰ ਸਾਹਿਬ, 25 ਅਗਸਤ, (ਦਰਬਾਰਾ ਨਾਥ ਰਾਣਾ)- ਬੀਬੀ ਕੌਲਾਂ ਜੀ ਭਲਾਈ ਕੇਂਦਰ ਟਰੱਸਟ ਦੀ ਸਹਾਇਤਾ ਨਾਲ ਪੜ੍ਹਾਈ ਕਰ ਰਹੇ ਤੀਸਰੀ ਜਮਾਤ ਦੇ ਵਿਦਿਆਰਥੀ ਆਰਵਪ੍ਰੀਤ ਸਿੰਘ ਨੇ ਵਿਸ਼ਵਾਈਡ ਬੁੱਕ ਆਫ ਵਰਲਡ ਰਿਕਾਰਡਜ਼ ਵਿੱਚ ਆਪਣਾ ਨਾਮ ਦਰਜ ਕਰਵਾਇਆ ਹੈ। ਇਸ ਮੌਕੇ ਭਾਈ ਗੁਰਇਕਬਾਲ ਸਿੰਘ ਨੇ ਬੱਚੇ ਨੂੰ ਸਰਟੀਫਿਕੇਟ ਦੇ ਕੇ ਸਨਮਾਨਿਤ ਕੀਤਾ ਅਤੇ ਐਲਾਨ ਕੀਤਾ ਕਿ ਉਸਦੀ ਪੜ੍ਹਾਈ ਦਾ ਸਾਰਾ ਖਰਚ ਭਲਾਈ ਕੇਂਦਰ ਕਰੇਗਾ। xyxy=(1201,819,1526,943)
byline-tag xyxy=(31,2024,166,2042)
article-body: ਮਾਨਸਾ, 25 ਅਗਸਤ (ਗੁਰਜੰਟ ਸਿੰਘ ਬਾਜੇਵਾਲੀਆ)- ਸਰਕਾਰੀ ਮਿਡਲ ਸਕੂਲ ਦੀ ਹਾਕੀ ਦੀ ਟੀਮ ਨੇ ਜ਼ਿਲ੍ਹਾ ਪੱਧਰੀ ਖੇਡ ਮੁਕਾਬਲਿਆਂ ਵਿੱਚ ਸ਼ਾਨਦਾਰ ਪ੍ਰਦਰਸ਼ਨ ਕਰਦੇ ਹੋਏ ਤੀਜਾ ਸਥਾਨ ਹਾਸਲ ਕੀਤਾ। ਅੰਡਰ-14 ਵਰਗ ਵਿੱਚ ਖੇਡਦਿਆਂ ਟੀਮ ਨੇ ਕਈ ਮਜ਼ਬੂਤ ਟੀਮਾਂ ਨੂੰ ਹਰਾਇਆ। ਸਕੂਲ ਮੁਖੀ ਅਤੇ ਸਟਾਫ਼ ਨੇ ਖਿਡਾਰੀਆਂ ਅਤੇ ਕੋਚ ਨੂੰ ਵਧਾਈ ਦਿੱਤੀ ਅਤੇ ਭਵਿੱਖ ਵਿੱਚ ਹੋਰ ਮਿਹਨਤ ਕਰਨ ਲਈ ਪ੍ਰੇਰਿਤ ਕੀਤਾ। xyxy=(590,1842,969,1930)
tag-brand xyxy=(31,1267,124,1285)
